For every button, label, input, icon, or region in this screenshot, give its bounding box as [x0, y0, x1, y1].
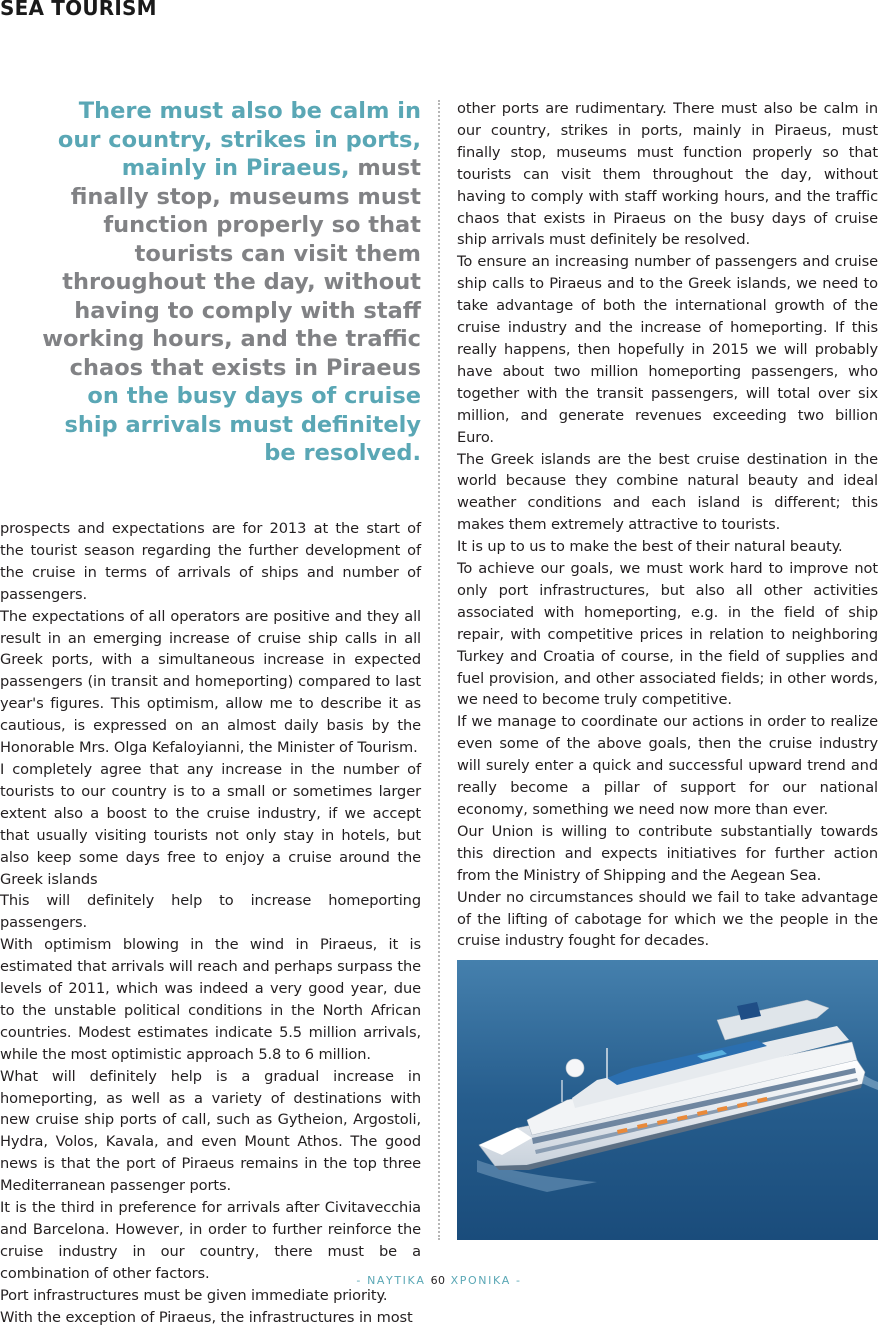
paragraph: To achieve our goals, we must work hard to improve not only port infrastructures, but also all other activities associated with homeporting, e.g. in the field of ship repair, with competitive prices in relation to neighboring Turkey and Croatia of course, in the field of supplies and fuel provision, and other associated fields; in other words, we need to become truly competitive. — [457, 560, 878, 709]
pull-quote-highlight-start: There must also be calm in our country, strikes in ports, mainly in Piraeus, — [57, 98, 421, 181]
footer-left: - ΝΑΥΤΙΚΑ — [356, 1274, 431, 1287]
footer-right: ΧΡΟΝΙΚΑ - — [445, 1274, 522, 1287]
cruise-ship-illustration — [457, 960, 878, 1240]
paragraph: The expectations of all operators are positive and they all result in an emerging increase of cruise ship calls in all Greek ports, with a simultaneous increase in expected passengers (in transit and homeporting) compared to last year's figures. This optimism, allow me to describe it as cautious, is expressed on an almost daily basis by the Honorable Mrs. Olga Kefaloyianni, the Minister of Tourism. — [0, 607, 421, 757]
paragraph: It is the third in preference for arrivals after Civitavecchia and Barcelona. However, in order to further reinforce the cruise industry in our country, there must be a combination of other factors. — [0, 1199, 421, 1282]
paragraph: It is up to us to make the best of their natural beauty. — [457, 538, 843, 556]
paragraph: Our Union is willing to contribute substantially towards this direction and expects initiatives for further action from the Ministry of Shipping and the Aegean Sea. — [457, 822, 878, 884]
paragraph: prospects and expectations are for 2013 at the start of the tourist season regarding the further development of the cruise in terms of arrivals of ships and number of passengers. — [0, 520, 421, 603]
paragraph: I completely agree that any increase in the number of tourists to our country is to a small or sometimes larger extent also a boost to the cruise industry, if we accept that usually visiting tourists not only stay in hotels, but also keep some days free to enjoy a cruise around the Greek islands — [0, 760, 421, 888]
paragraph: Under no circumstances should we fail to take advantage of the lifting of cabotage for which we the people in the cruise industry fought for decades. — [457, 888, 878, 950]
section-title: SEA TOURISM — [0, 0, 157, 20]
cruise-ship-photo — [457, 960, 878, 1240]
paragraph: To ensure an increasing number of passengers and cruise ship calls to Piraeus and to the Greek islands, we need to take advantage of both the international growth of the cruise industry and the increase of homeporting. If this really happens, then hopefully in 2015 we will probably have about two million homeporting passengers, who together with the transit passengers, will total over six million, and generate revenues exceeding two billion Euro. — [457, 253, 878, 446]
page-number: 60 — [430, 1274, 446, 1287]
paragraph: If we manage to coordinate our actions in order to realize even some of the above goals, then the cruise industry will surely enter a quick and successful upward trend and really become a pillar of support for our national economy, something we need now more than ever. — [457, 713, 878, 818]
paragraph: This will definitely help to increase homeporting passengers. — [0, 892, 421, 932]
right-column — [457, 98, 878, 952]
paragraph: What will definitely help is a gradual increase in homeporting, as well as a variety of destinations with new cruise ship ports of call, such as Gytheion, Argostoli, Hydra, Volos, Kavala, and even Mount Athos. The good news is that the port of Piraeus remains in the top three Mediterranean passenger ports. — [0, 1067, 421, 1195]
column-divider — [438, 100, 440, 1240]
left-column — [0, 518, 421, 1329]
page-footer — [0, 1274, 878, 1287]
paragraph: Port infrastructures must be given immediate priority. — [0, 1286, 388, 1304]
paragraph: With the exception of Piraeus, the infrastructures in most — [0, 1308, 413, 1326]
pull-quote — [40, 97, 421, 468]
paragraph: The Greek islands are the best cruise destination in the world because they combine natural beauty and ideal weather conditions and each island is different; this makes them extremely attractive to tourists. — [457, 450, 878, 534]
pull-quote-middle: must finally stop, museums must function properly so that tourists can visit them throughout the day, without having to comply with staff working hours, and the traffic chaos that exists in Piraeus — [42, 155, 421, 381]
pull-quote-highlight-end: on the busy days of cruise ship arrivals must definitely be resolved. — [64, 383, 421, 466]
paragraph: other ports are rudimentary. There must also be calm in our country, strikes in ports, mainly in Piraeus, must finally stop, museums must function properly so that tourists can visit them throughout the day, without having to comply with staff working hours, and the traffic chaos that exists in Piraeus on the busy days of cruise ship arrivals must definitely be resolved. — [457, 100, 878, 249]
paragraph: With optimism blowing in the wind in Piraeus, it is estimated that arrivals will reach and perhaps surpass the levels of 2011, which was indeed a very good year, due to the unstable political conditions in the North African countries. Modest estimates indicate 5.5 million arrivals, while the most optimistic approach 5.8 to 6 million. — [0, 936, 421, 1063]
